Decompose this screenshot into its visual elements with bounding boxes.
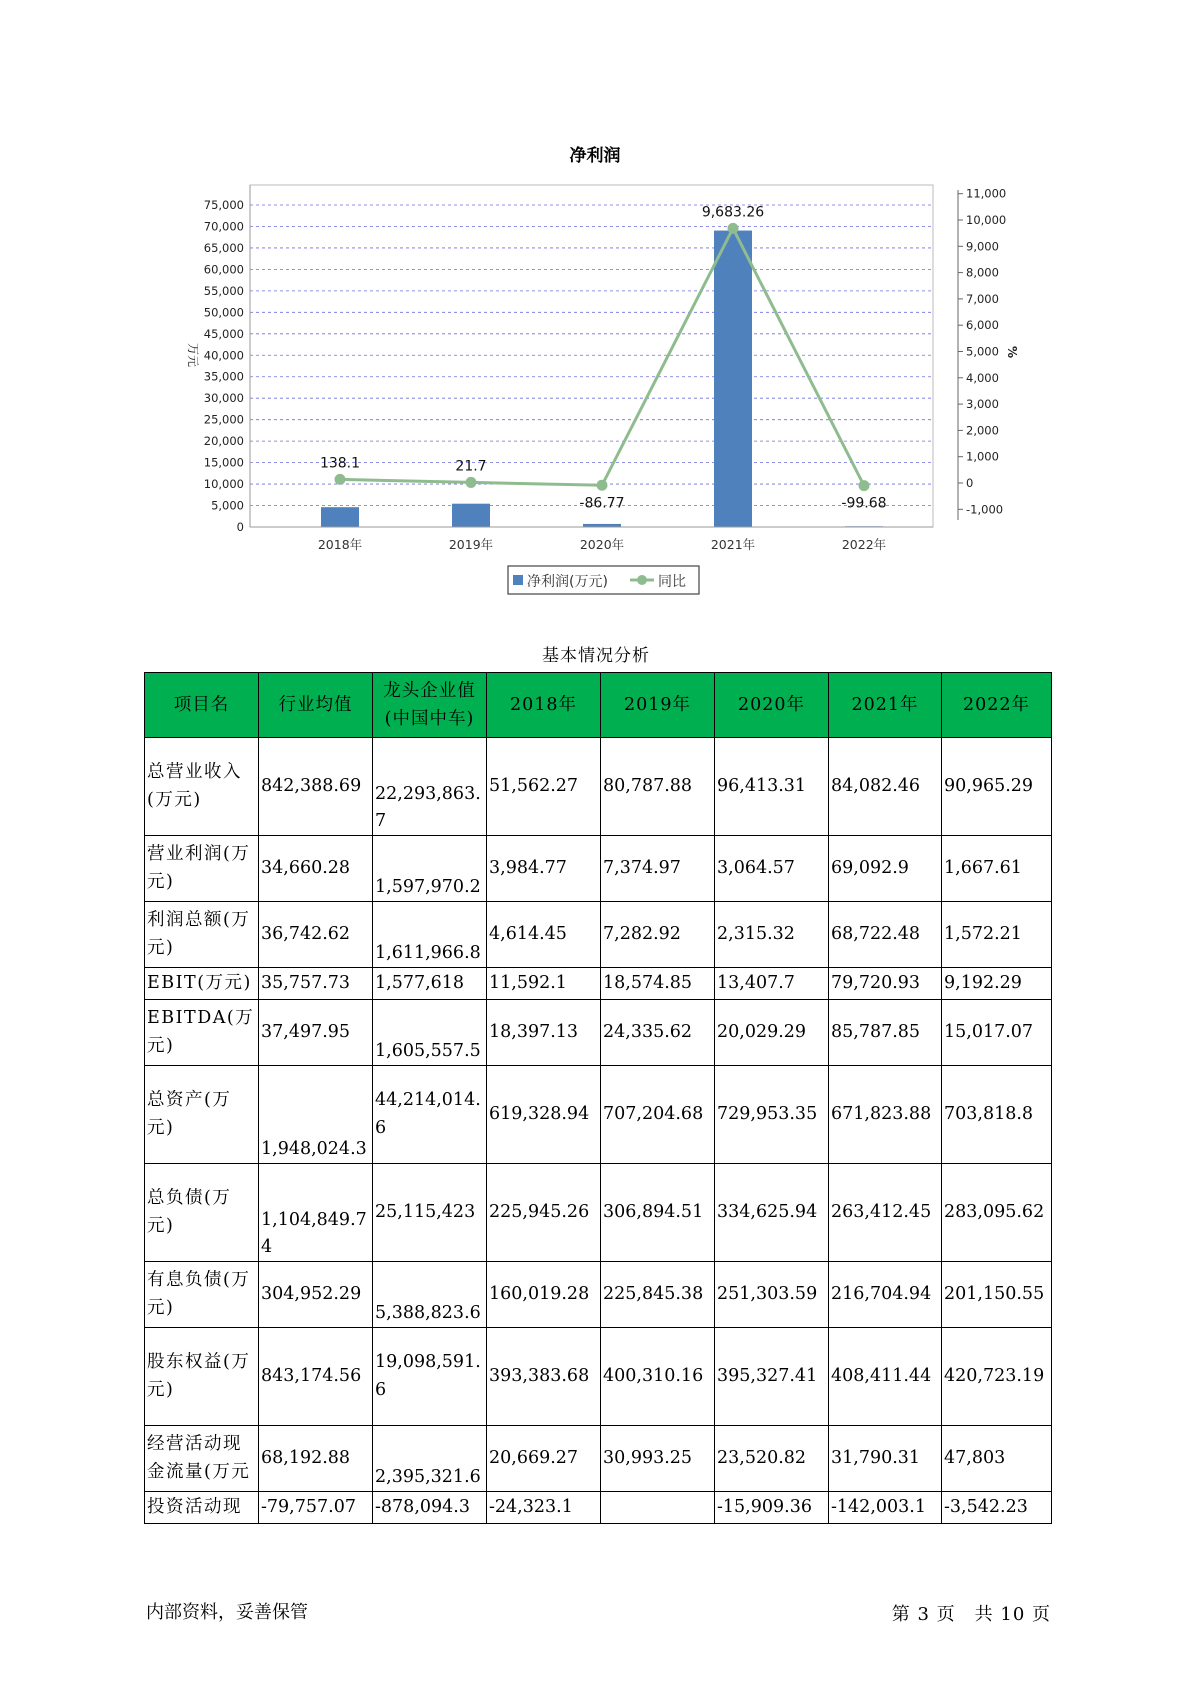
y-tick-label: 30,000	[203, 391, 244, 406]
data-label: -99.68	[841, 495, 887, 512]
table-cell: 334,625.94	[715, 1164, 829, 1262]
table-cell: 1,597,970.2	[373, 836, 487, 902]
y-tick-label: 15,000	[203, 455, 244, 470]
net-profit-chart	[0, 0, 1191, 620]
row-label: 总营业收入(万元)	[145, 738, 259, 836]
table-row	[145, 738, 1052, 836]
row-label: 有息负债(万元)	[145, 1262, 259, 1328]
table-cell: 393,383.68	[487, 1328, 601, 1426]
table-caption: 基本情况分析	[542, 646, 650, 666]
y2-tick-label: 8,000	[966, 265, 999, 280]
header-cell: 行业均值	[259, 673, 373, 738]
row-label: 营业利润(万元)	[145, 836, 259, 902]
table-cell: 619,328.94	[487, 1066, 601, 1164]
table-cell: 251,303.59	[715, 1262, 829, 1328]
table-cell: 47,803	[942, 1426, 1052, 1492]
y2-tick-label: -1,000	[966, 502, 1004, 517]
bar	[452, 504, 490, 527]
legend-bar-label: 净利润(万元)	[527, 574, 608, 590]
bar	[714, 231, 752, 527]
table-cell: -142,003.1	[829, 1492, 942, 1524]
table-cell: 69,092.9	[829, 836, 942, 902]
y2-tick-label: 0	[966, 476, 974, 490]
yoy-point	[859, 480, 870, 491]
table-cell: 11,592.1	[487, 968, 601, 1000]
y-tick-label: 55,000	[203, 283, 244, 298]
yoy-line	[340, 228, 864, 485]
table-cell: 843,174.56	[259, 1328, 373, 1426]
header-cell: 2019年	[601, 673, 715, 738]
table-cell: 68,722.48	[829, 902, 942, 968]
x-tick-label: 2022年	[841, 537, 887, 552]
table-cell: 84,082.46	[829, 738, 942, 836]
table-cell: 2,315.32	[715, 902, 829, 968]
table-cell: 30,993.25	[601, 1426, 715, 1492]
row-label: EBIT(万元)	[145, 968, 259, 1000]
table-row	[145, 1164, 1052, 1262]
table-cell: 80,787.88	[601, 738, 715, 836]
footer-confidential-note: 内部资料，妥善保管	[146, 1602, 308, 1623]
table-cell: 25,115,423	[373, 1164, 487, 1262]
row-label: 总负债(万元)	[145, 1164, 259, 1262]
header-cell: 项目名	[145, 673, 259, 738]
row-label: 利润总额(万元)	[145, 902, 259, 968]
table-cell: 160,019.28	[487, 1262, 601, 1328]
y-tick-label: 40,000	[203, 348, 244, 363]
table-cell: 1,611,966.8	[373, 902, 487, 968]
table-cell: 15,017.07	[942, 1000, 1052, 1066]
table-cell: -24,323.1	[487, 1492, 601, 1524]
table-cell: 24,335.62	[601, 1000, 715, 1066]
table-cell: -79,757.07	[259, 1492, 373, 1524]
table-cell: 20,669.27	[487, 1426, 601, 1492]
table-cell: 306,894.51	[601, 1164, 715, 1262]
y2-tick-label: 6,000	[966, 318, 999, 333]
table-cell: 31,790.31	[829, 1426, 942, 1492]
yoy-point	[335, 474, 346, 485]
table-cell	[601, 1492, 715, 1524]
table-cell: 96,413.31	[715, 738, 829, 836]
y-tick-label: 35,000	[203, 369, 244, 384]
table-row	[145, 1262, 1052, 1328]
y2-tick-label: 4,000	[966, 370, 999, 385]
legend	[508, 566, 699, 594]
table-cell: 5,388,823.6	[373, 1262, 487, 1328]
x-tick-label: 2021年	[710, 537, 756, 552]
data-label: 138.1	[319, 455, 361, 472]
table-cell: 304,952.29	[259, 1262, 373, 1328]
row-label: 经营活动现金流量(万元	[145, 1426, 259, 1492]
y-tick-label: 50,000	[203, 305, 244, 320]
table-cell: -3,542.23	[942, 1492, 1052, 1524]
x-tick-label: 2019年	[448, 537, 494, 552]
table-cell: 1,948,024.3	[259, 1066, 373, 1164]
basic-analysis-table	[144, 672, 1052, 1524]
header-cell: 2020年	[715, 673, 829, 738]
table-cell: 395,327.41	[715, 1328, 829, 1426]
table-row	[145, 1328, 1052, 1426]
table-row	[145, 1492, 1052, 1524]
table-cell: 842,388.69	[259, 738, 373, 836]
y-tick-label: 65,000	[203, 240, 244, 255]
table-cell: 216,704.94	[829, 1262, 942, 1328]
table-cell: 3,984.77	[487, 836, 601, 902]
table-cell: 68,192.88	[259, 1426, 373, 1492]
table-cell: 23,520.82	[715, 1426, 829, 1492]
table-cell: 225,845.38	[601, 1262, 715, 1328]
row-label: 总资产(万元)	[145, 1066, 259, 1164]
y-tick-label: 70,000	[203, 219, 244, 234]
table-cell: 1,605,557.5	[373, 1000, 487, 1066]
table-cell: 36,742.62	[259, 902, 373, 968]
right-y-axis	[958, 187, 1006, 520]
table-cell: 79,720.93	[829, 968, 942, 1000]
line-series	[320, 204, 887, 511]
y2-tick-label: 5,000	[966, 344, 999, 359]
table-cell: 35,757.73	[259, 968, 373, 1000]
legend-line-marker	[637, 575, 647, 585]
table-cell: 400,310.16	[601, 1328, 715, 1426]
table-row	[145, 1426, 1052, 1492]
y-tick-label: 75,000	[203, 198, 244, 212]
table-cell: 20,029.29	[715, 1000, 829, 1066]
data-label: 9,683.26	[701, 204, 765, 221]
row-label: 股东权益(万元)	[145, 1328, 259, 1426]
y-tick-label: 60,000	[203, 262, 244, 277]
table-cell: 51,562.27	[487, 738, 601, 836]
y2-tick-label: 3,000	[966, 397, 999, 412]
y2-tick-label: 11,000	[966, 186, 1007, 201]
table-cell: 201,150.55	[942, 1262, 1052, 1328]
data-label: 21.7	[455, 458, 487, 475]
table-cell: 18,574.85	[601, 968, 715, 1000]
table-cell: 1,572.21	[942, 902, 1052, 968]
table-cell: 263,412.45	[829, 1164, 942, 1262]
table-cell: 729,953.35	[715, 1066, 829, 1164]
header-cell: 2018年	[487, 673, 601, 738]
legend-line-label: 同比	[658, 574, 686, 590]
header-cell: 2022年	[942, 673, 1052, 738]
table-row	[145, 968, 1052, 1000]
data-label: -86.77	[579, 495, 625, 512]
plot-frame	[250, 185, 933, 527]
y2-tick-label: 2,000	[966, 423, 999, 438]
table-cell: 283,095.62	[942, 1164, 1052, 1262]
table-row	[145, 1066, 1052, 1164]
y-tick-label: 20,000	[203, 434, 244, 449]
y-tick-label: 0	[236, 520, 244, 534]
table-cell: 1,577,618	[373, 968, 487, 1000]
y2-axis-label: %	[1005, 345, 1019, 359]
table-cell: 420,723.19	[942, 1328, 1052, 1426]
table-header-row	[145, 673, 1052, 738]
table-cell: 4,614.45	[487, 902, 601, 968]
table-cell: 37,497.95	[259, 1000, 373, 1066]
footer-page-number: 第 3 页 共 10 页	[891, 1604, 1051, 1625]
y-tick-label: 5,000	[211, 498, 244, 513]
table-cell: -15,909.36	[715, 1492, 829, 1524]
table-cell: 671,823.88	[829, 1066, 942, 1164]
y-axis-label: 万元	[186, 342, 200, 368]
legend-bar-swatch	[513, 575, 523, 585]
table-cell: 2,395,321.6	[373, 1426, 487, 1492]
header-cell: 龙头企业值(中国中车)	[373, 673, 487, 738]
y-tick-label: 10,000	[203, 477, 244, 492]
row-label: 投资活动现	[145, 1492, 259, 1524]
table-cell: 9,192.29	[942, 968, 1052, 1000]
table-cell: 3,064.57	[715, 836, 829, 902]
table-cell: 7,374.97	[601, 836, 715, 902]
y2-tick-label: 7,000	[966, 291, 999, 306]
y2-tick-label: 10,000	[966, 213, 1007, 227]
bar	[321, 507, 359, 527]
table-row	[145, 1000, 1052, 1066]
y2-tick-label: 9,000	[966, 239, 999, 254]
row-label: EBITDA(万元)	[145, 1000, 259, 1066]
header-cell: 2021年	[829, 673, 942, 738]
table-cell: 1,667.61	[942, 836, 1052, 902]
x-tick-label: 2020年	[579, 537, 625, 552]
table-cell: 703,818.8	[942, 1066, 1052, 1164]
table-cell: 1,104,849.74	[259, 1164, 373, 1262]
table-cell: 19,098,591.6	[373, 1328, 487, 1426]
y-tick-label: 45,000	[203, 326, 244, 341]
table-cell: 85,787.85	[829, 1000, 942, 1066]
x-axis	[250, 527, 933, 552]
table-cell: -878,094.3	[373, 1492, 487, 1524]
table-cell: 34,660.28	[259, 836, 373, 902]
table-cell: 18,397.13	[487, 1000, 601, 1066]
table-cell: 44,214,014.6	[373, 1066, 487, 1164]
table-cell: 13,407.7	[715, 968, 829, 1000]
table-cell: 225,945.26	[487, 1164, 601, 1262]
yoy-point	[597, 480, 608, 491]
table-cell: 7,282.92	[601, 902, 715, 968]
table-cell: 22,293,863.7	[373, 738, 487, 836]
table-row	[145, 836, 1052, 902]
y-tick-label: 25,000	[203, 412, 244, 427]
x-tick-label: 2018年	[317, 537, 363, 552]
table-cell: 707,204.68	[601, 1066, 715, 1164]
yoy-point	[466, 477, 477, 488]
yoy-point	[728, 223, 739, 234]
table-cell: 90,965.29	[942, 738, 1052, 836]
left-y-axis	[204, 185, 250, 534]
table-cell: 408,411.44	[829, 1328, 942, 1426]
table-row	[145, 902, 1052, 968]
chart-title: 净利润	[569, 146, 621, 166]
y2-tick-label: 1,000	[966, 449, 999, 464]
